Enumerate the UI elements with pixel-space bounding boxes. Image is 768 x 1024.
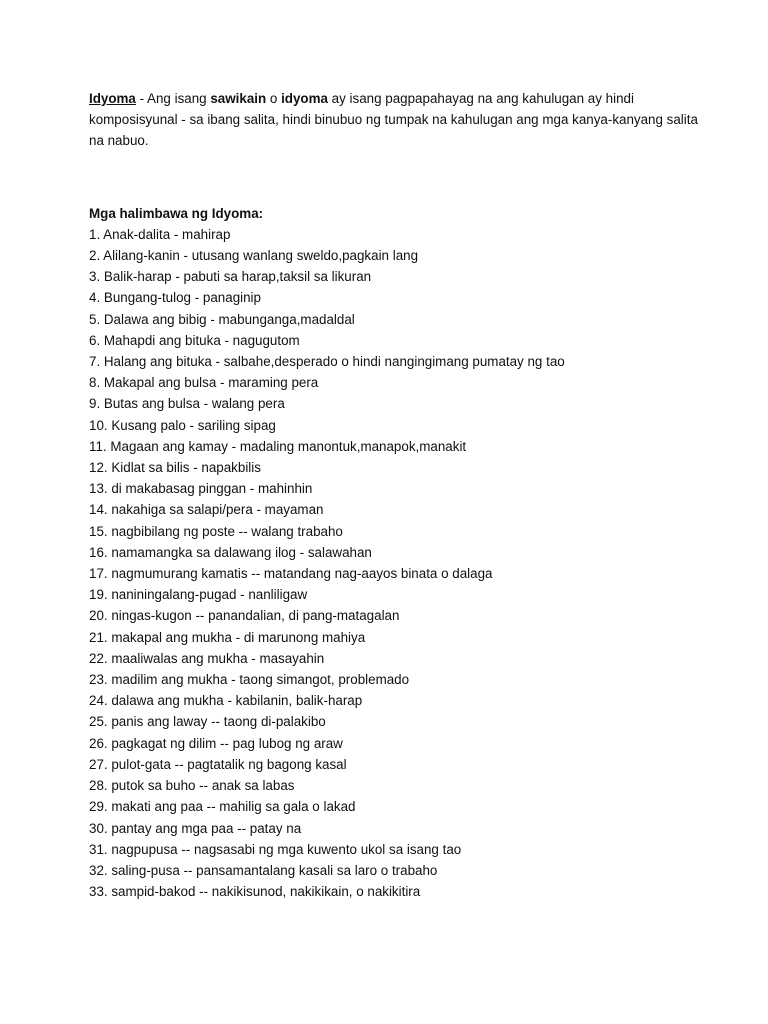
list-item: 32. saling-pusa -- pansamantalang kasali sa laro o trabaho [89,862,438,878]
list-item: 24. dalawa ang mukha - kabilanin, balik-harap [89,693,363,709]
list-item: 16. namamangka sa dalawang ilog - salawahan [89,544,372,560]
list-item: 5. Dalawa ang bibig - mabunganga,madaldal [89,311,355,327]
list-item: 28. putok sa buho -- anak sa labas [89,778,295,794]
intro-text-2: o [266,91,282,106]
list-item: 33. sampid-bakod -- nakikisunod, nakikikain, o nakikitira [89,884,421,900]
intro-text-1: - Ang isang [135,91,211,106]
intro-term: Idyoma [89,91,136,106]
intro-bold-sawikain: sawikain [210,91,267,106]
list-item: 31. nagpupusa -- nagsasabi ng mga kuwento ukol sa isang tao [89,841,462,857]
document-page [89,88,709,902]
list-item: 12. Kidlat sa bilis - napakbilis [89,460,261,476]
list-item: 13. di makabasag pinggan - mahinhin [89,481,313,497]
examples-list [89,224,709,903]
list-item: 17. nagmumurang kamatis -- matandang nag-aayos binata o dalaga [89,566,493,582]
list-item: 27. pulot-gata -- pagtatalik ng bagong kasal [89,756,347,772]
list-item: 30. pantay ang mga paa -- patay na [89,820,302,836]
list-item: 25. panis ang laway -- taong di-palakibo [89,714,326,730]
examples-heading: Mga halimbawa ng Idyoma: [89,205,264,221]
list-item: 19. naniningalang-pugad - nanliligaw [89,587,308,603]
list-item: 7. Halang ang bituka - salbahe,desperado o hindi nangingimang pumatay ng tao [89,354,565,370]
list-item: 8. Makapal ang bulsa - maraming pera [89,375,319,391]
list-item: 9. Butas ang bulsa - walang pera [89,396,285,412]
list-item: 4. Bungang-tulog - panaginip [89,290,261,306]
list-item: 3. Balik-harap - pabuti sa harap,taksil sa likuran [89,269,372,285]
list-item: 11. Magaan ang kamay - madaling manontuk,manapok,manakit [89,438,467,454]
list-item: 22. maaliwalas ang mukha - masayahin [89,650,325,666]
list-item: 2. Alilang-kanin - utusang wanlang sweldo,pagkain lang [89,248,419,264]
list-item: 6. Mahapdi ang bituka - nagugutom [89,332,300,348]
list-item: 29. makati ang paa -- mahilig sa gala o lakad [89,799,356,815]
list-item: 15. nagbibilang ng poste -- walang trabaho [89,523,343,539]
list-item: 26. pagkagat ng dilim -- pag lubog ng araw [89,735,343,751]
list-item: 23. madilim ang mukha - taong simangot, problemado [89,672,410,688]
intro-paragraph [89,88,709,152]
intro-text-3: ay isang pagpapahayag na ang kahulugan ay hindi komposisyunal - sa ibang salita, hindi binubuo ng tumpak na kahulugan ang mga kanya-kanyang salita na nabuo. [89,91,698,149]
list-item: 10. Kusang palo - sariling sipag [89,417,276,433]
list-item: 21. makapal ang mukha - di marunong mahiya [89,629,366,645]
intro-bold-idyoma: idyoma [281,91,328,106]
list-item: 1. Anak-dalita - mahirap [89,226,231,242]
list-item: 14. nakahiga sa salapi/pera - mayaman [89,502,324,518]
list-item: 20. ningas-kugon -- panandalian, di pang-matagalan [89,608,400,624]
